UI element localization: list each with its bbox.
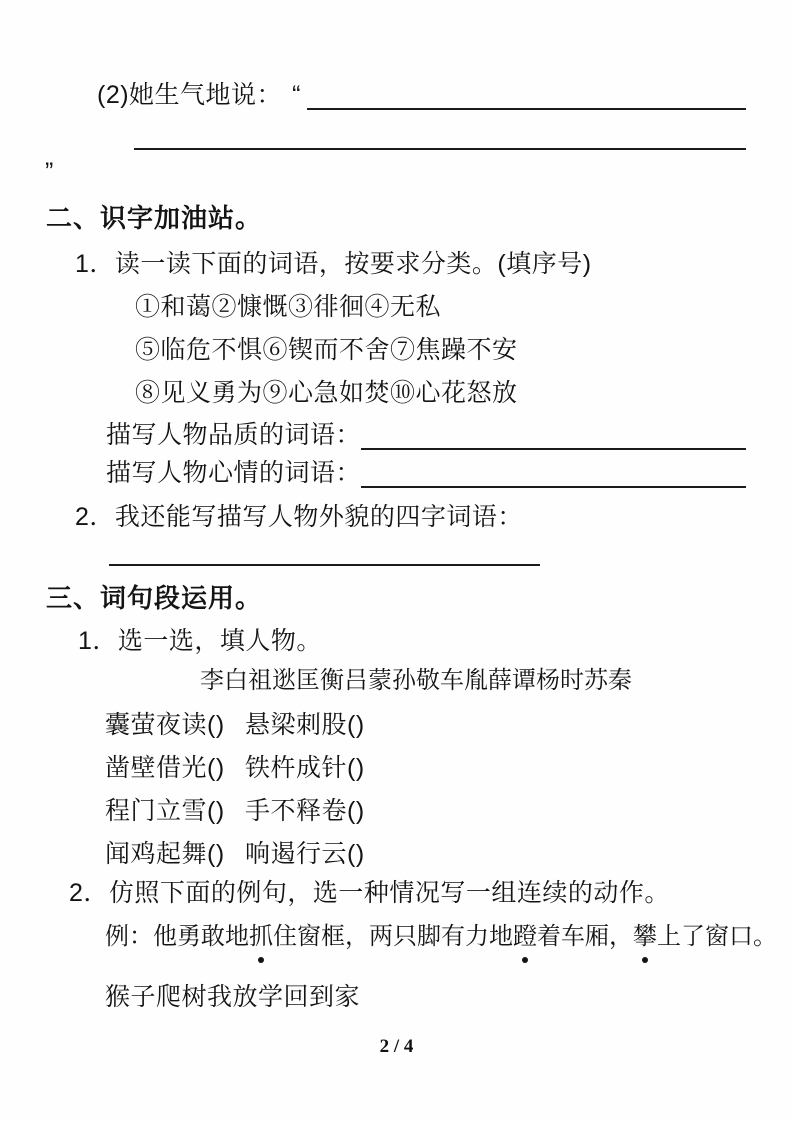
example-verb-zhua: 抓 [249,923,273,950]
mood-words-row [106,458,746,488]
quality-words-label: 描写人物品质的词语： [106,421,362,449]
idiom-zao-bi-jie-guang: 凿壁借光() [105,754,225,782]
example-verb-pan: 攀 [633,923,657,950]
example-seg-1: 例：他勇敢地 [105,923,249,950]
idiom-wen-ji-qi-wu: 闻鸡起舞() [105,840,225,868]
idiom-row-2 [105,753,365,783]
mood-words-blank [361,458,746,488]
name-bank: 李白祖逖匡衡吕蒙孙敬车胤薛谭杨时苏秦 [200,667,632,694]
example-sentence [105,922,777,952]
section2-q2-label: 2．我还能写描写人物外貌的四字词语： [75,503,523,531]
word-line-3: ⑧见义勇为⑨心急如焚⑩心花怒放 [135,379,518,407]
section3-heading: 三、词句段运用。 [46,583,263,613]
section2-heading: 二、识字加油站。 [46,203,263,233]
idiom-row-4 [105,839,365,869]
example-verb-deng: 蹬 [513,923,537,950]
example-seg-3: 着车厢， [537,923,633,950]
answer-blank-line-2 [134,148,746,150]
example-seg-4: 上了窗口。 [657,923,777,950]
idiom-row-3 [105,796,365,826]
section3-q1-label: 1．选一选，填人物。 [78,627,322,655]
mood-words-label: 描写人物心情的词语： [106,459,362,487]
idiom-cheng-men-li-xue: 程门立雪() [105,797,225,825]
section3-q2-label: 2．仿照下面的例句，选一种情况写一组连续的动作。 [69,879,670,907]
example-seg-2: 住窗框，两只脚有力地 [273,923,513,950]
idiom-tie-chu-cheng-zhen: 铁杵成针() [245,754,365,782]
idiom-xuan-liang-ci-gu: 悬梁刺股() [245,711,365,739]
section2-q1-label: 1．读一读下面的词语，按要求分类。(填序号) [75,250,592,278]
word-line-1: ①和蔼②慷慨③徘徊④无私 [135,293,442,321]
page-number: 2 / 4 [379,1036,414,1057]
idiom-row-1 [105,710,365,740]
question-part2-prefix: (2)她生气地说： [97,81,283,109]
quality-words-row [106,420,746,450]
idiom-xiang-e-xing-yun: 响遏行云() [245,840,365,868]
open-quote: “ [292,81,301,109]
question-part2-row [97,80,746,110]
answer-blank-line-1 [307,80,746,110]
close-quote: ” [45,158,54,186]
idiom-shou-bu-shi-juan: 手不释卷() [245,797,365,825]
word-line-2: ⑤临危不惧⑥锲而不舍⑦焦躁不安 [135,336,518,364]
appearance-words-blank [109,564,540,566]
situation-options: 猴子爬树我放学回到家 [105,983,361,1011]
idiom-nang-ying-ye-du: 囊萤夜读() [105,711,225,739]
quality-words-blank [361,420,746,450]
